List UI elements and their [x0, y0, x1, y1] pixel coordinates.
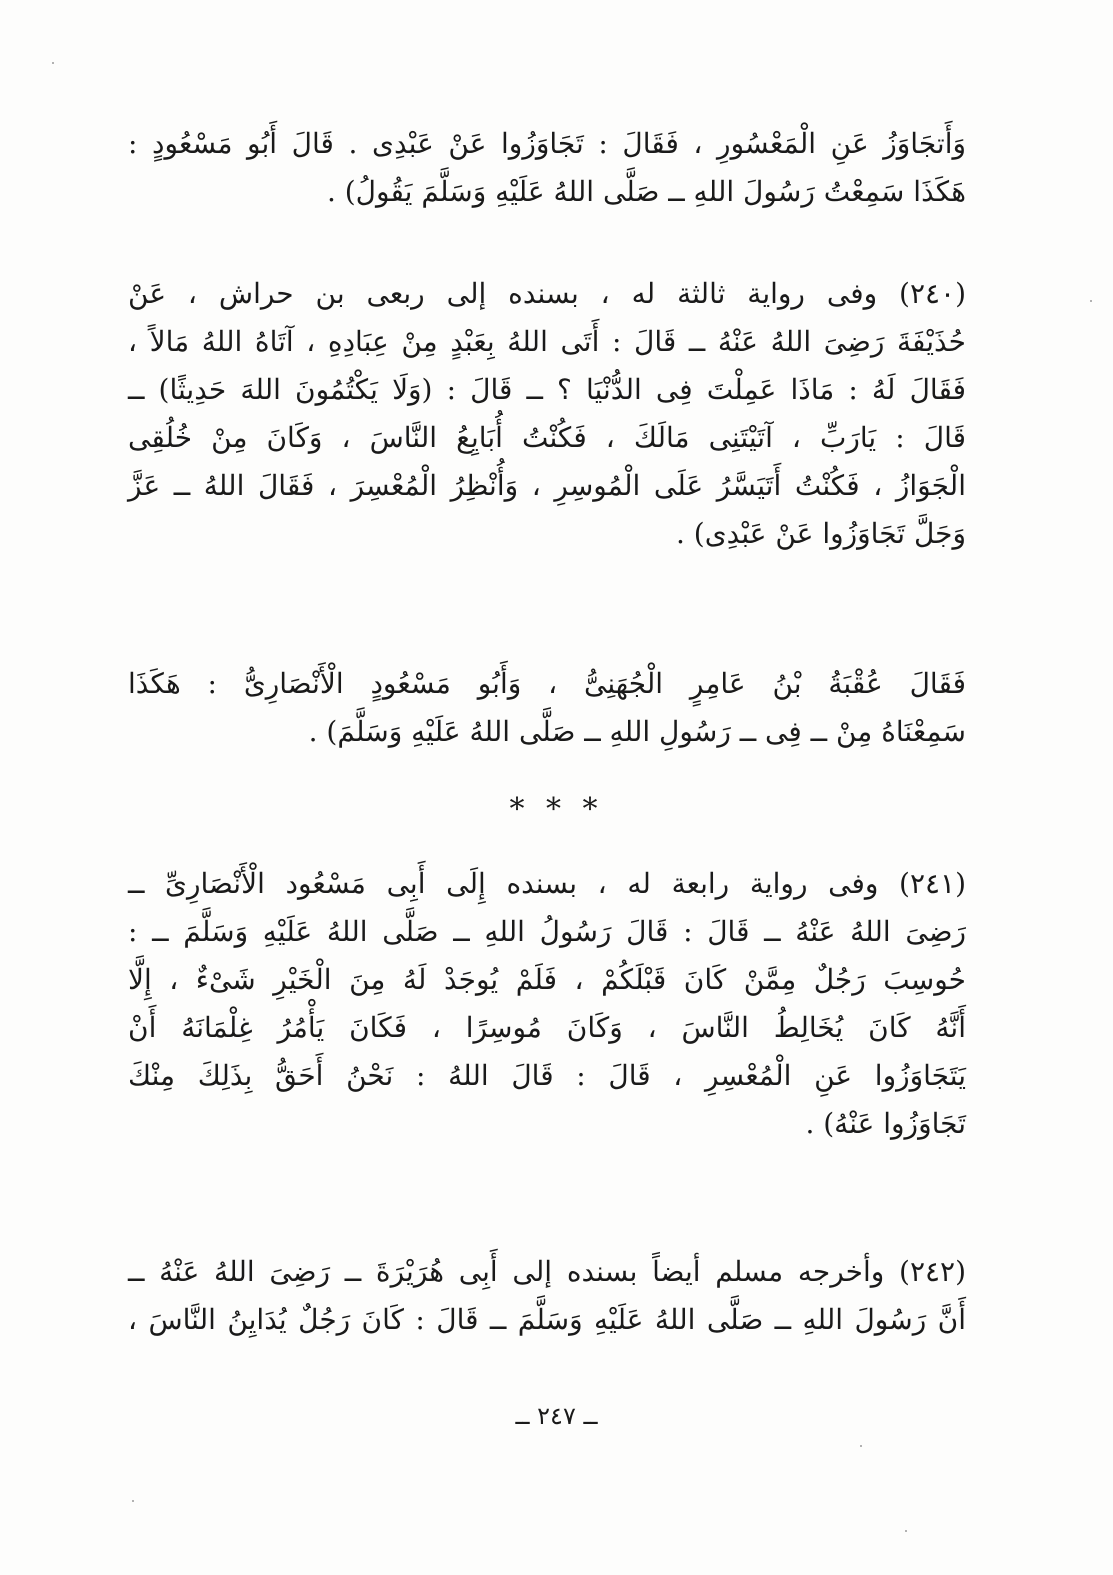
- text-line: (٢٤١) وفى رواية رابعة له ، بسنده إِلَى أَبِى مَسْعُود الْأَنْصَارِىِّ ــ: [128, 867, 966, 900]
- scan-speck: [860, 1445, 862, 1447]
- text-line: فَقَالَ عُقْبَةُ بْنُ عَامِرٍ الْجُهَنِىُّ ، وَأَبُو مَسْعُودٍ الْأَنْصَارِىُّ : هَكَذَا: [128, 667, 966, 700]
- text-line: سَمِعْنَاهُ مِنْ ــ فِى ــ رَسُولِ اللهِ ــ صَلَّى اللهُ عَلَيْهِ وَسَلَّمَ) .: [308, 715, 966, 748]
- scan-speck: [132, 1500, 134, 1502]
- text-line: الْجَوَازُ ، فَكُنْتُ أَتَيَسَّرُ عَلَى الْمُوسِرِ ، وَأُنْظِرُ الْمُعْسِرَ ، فَقَالَ اللهُ ــ عَزَّ: [128, 469, 966, 502]
- text-line: حُذَيْفَةَ رَضِىَ اللهُ عَنْهُ ــ قَالَ : أَتَى اللهُ بِعَبْدٍ مِنْ عِبَادِهِ ، آتَاهُ اللهُ مَالاً ،: [128, 325, 966, 358]
- text-line: قَالَ : يَارَبِّ ، آتَيْتَنِى مَالَكَ ، فَكُنْتُ أُبَايِعُ النَّاسَ ، وَكَانَ مِنْ خُلُقِى: [128, 421, 966, 454]
- paragraph-hadith-241: [128, 860, 966, 1148]
- scan-speck: [905, 1530, 907, 1532]
- text-line: أَنَّ رَسُولَ اللهِ ــ صَلَّى اللهُ عَلَيْهِ وَسَلَّمَ ــ قَالَ : كَانَ رَجُلٌ يُدَايِنُ النَّاسَ ،: [128, 1303, 966, 1336]
- text-line: رَضِىَ اللهُ عَنْهُ ــ قَالَ : قَالَ رَسُولُ اللهِ ــ صَلَّى اللهُ عَلَيْهِ وَسَلَّمَ ــ :: [128, 915, 966, 948]
- page-number: ــ ٢٤٧ ــ: [515, 1402, 598, 1430]
- text-line: وَجَلَّ تَجَاوَزُوا عَنْ عَبْدِى) .: [676, 517, 966, 550]
- text-line: يَتَجَاوَزُوا عَنِ الْمُعْسِرِ ، قَالَ : قَالَ اللهُ : نَحْنُ أَحَقُّ بِذَلِكَ مِنْكَ: [128, 1059, 966, 1092]
- text-line: أَنَّهُ كَانَ يُخَالِطُ النَّاسَ ، وَكَانَ مُوسِرًا ، فَكَانَ يَأْمُرُ غِلْمَانَهُ أَنْ: [128, 1011, 966, 1044]
- section-separator: * * *: [509, 792, 604, 827]
- text-line: (٢٤٢) وأخرجه مسلم أيضاً بسنده إلى أَبِى هُرَيْرَةَ ــ رَضِىَ اللهُ عَنْهُ ــ: [128, 1255, 966, 1288]
- scan-speck: [52, 62, 54, 64]
- text-line: هَكَذَا سَمِعْتُ رَسُولَ اللهِ ــ صَلَّى اللهُ عَلَيْهِ وَسَلَّمَ يَقُولُ) .: [326, 175, 966, 208]
- paragraph-hadith-242: [128, 1248, 966, 1344]
- paragraph-continuation: [128, 120, 966, 216]
- text-line: (٢٤٠) وفى رواية ثالثة له ، بسنده إلى ربعى بن حراش ، عَنْ: [128, 277, 966, 310]
- paragraph-narrators: [128, 660, 966, 756]
- text-line: تَجَاوَزُوا عَنْهُ) .: [805, 1107, 966, 1140]
- text-line: حُوسِبَ رَجُلٌ مِمَّنْ كَانَ قَبْلَكُمْ ، فَلَمْ يُوجَدْ لَهُ مِنَ الْخَيْرِ شَىْءٌ ، إِلَّا: [128, 963, 966, 996]
- text-line: وَأَتجَاوَزُ عَنِ الْمَعْسُورِ ، فَقَالَ : تَجَاوَزُوا عَنْ عَبْدِى . قَالَ أَبُو مَسْعُودٍ :: [128, 127, 966, 160]
- text-line: فَقَالَ لَهُ : مَاذَا عَمِلْتَ فِى الدُّنْيَا ؟ ــ قَالَ : (وَلَا يَكْتُمُونَ اللهَ حَدِيثًا) ــ: [128, 373, 966, 406]
- paragraph-hadith-240: [128, 270, 966, 558]
- scan-speck: [1090, 300, 1092, 302]
